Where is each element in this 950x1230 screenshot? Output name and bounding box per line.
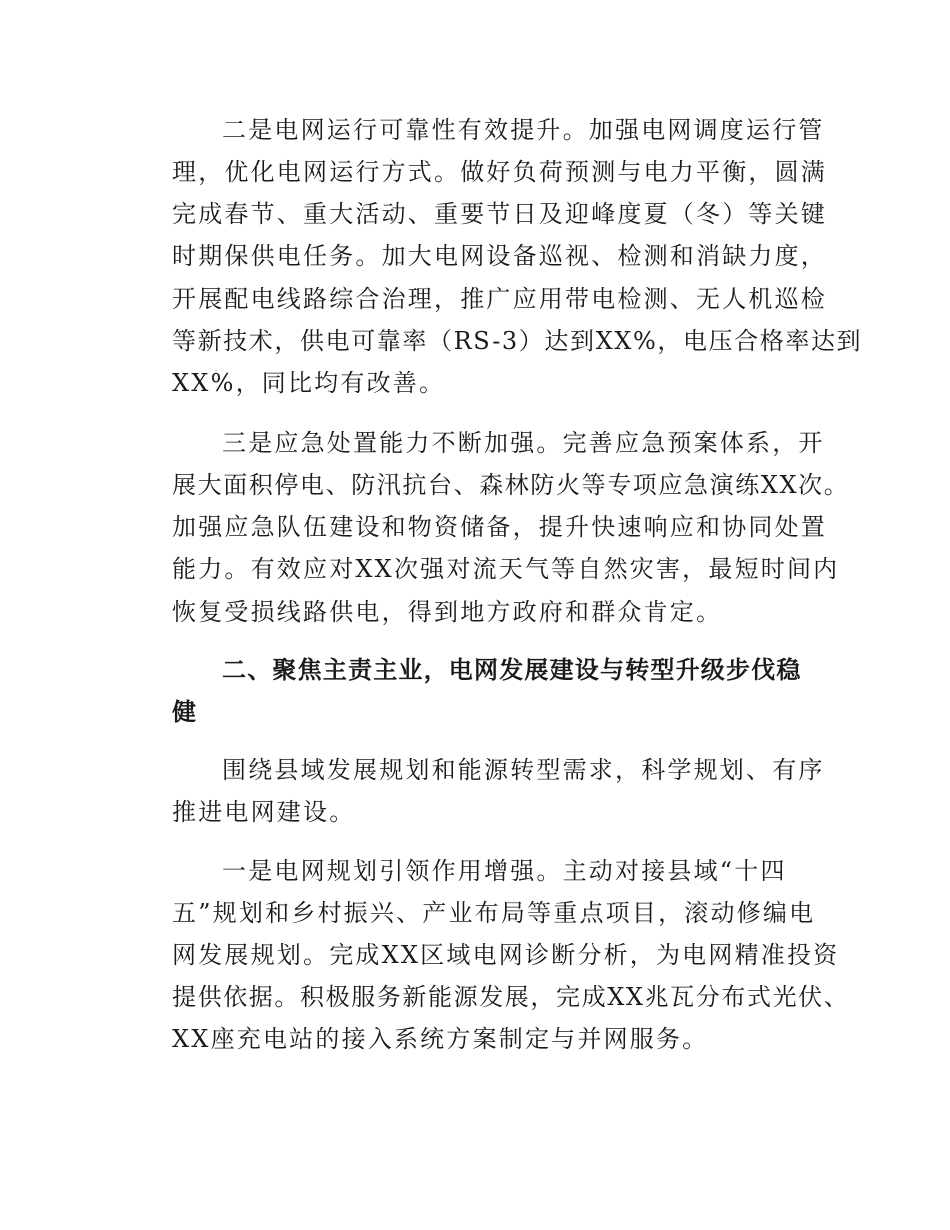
paragraph-3-line-2: 推进电网建设。 (172, 798, 356, 826)
paragraph-2-line-5: 恢复受损线路供电，得到地方政府和群众肯定。 (172, 598, 723, 626)
paragraph-4-line-3: 网发展规划。完成XX区域电网诊断分析，为电网精准投资 (172, 941, 840, 969)
paragraph-1-line-1: 二是电网运行可靠性有效提升。加强电网调度运行管 (222, 116, 825, 144)
paragraph-2-line-1: 三是应急处置能力不断加强。完善应急预案体系，开 (222, 429, 825, 457)
paragraph-1-line-2: 理，优化电网运行方式。做好负荷预测与电力平衡，圆满 (172, 158, 827, 186)
paragraph-3-line-1: 围绕县域发展规划和能源转型需求，科学规划、有序 (222, 756, 825, 784)
paragraph-4-line-1: 一是电网规划引领作用增强。主动对接县域“十四 (222, 857, 787, 885)
section-heading-line-1: 二、聚焦主责主业，电网发展建设与转型升级步伐稳 (222, 656, 802, 684)
paragraph-4-line-4: 提供依据。积极服务新能源发展，完成XX兆瓦分布式光伏、 (172, 983, 850, 1011)
paragraph-4-line-5: XX座充电站的接入系统方案制定与并网服务。 (172, 1025, 709, 1053)
paragraph-2-line-4: 能力。有效应对XX次强对流天气等自然灾害，最短时间内 (172, 555, 840, 583)
paragraph-2-line-3: 加强应急队伍建设和物资储备，提升快速响应和协同处置 (172, 513, 827, 541)
paragraph-1-line-4: 时期保供电任务。加大电网设备巡视、检测和消缺力度， (172, 242, 827, 270)
paragraph-1-line-5: 开展配电线路综合治理，推广应用带电检测、无人机巡检 (172, 285, 827, 313)
paragraph-1-line-6: 等新技术，供电可靠率（RS-3）达到XX%，电压合格率达到 (172, 327, 863, 355)
paragraph-1-line-3: 完成春节、重大活动、重要节日及迎峰度夏（冬）等关键 (172, 200, 827, 228)
paragraph-2-line-2: 展大面积停电、防汛抗台、森林防火等专项应急演练XX次。 (172, 471, 850, 499)
paragraph-4-line-2: 五”规划和乡村振兴、产业布局等重点项目，滚动修编电 (172, 899, 816, 927)
section-heading-line-2: 健 (172, 698, 198, 726)
paragraph-1-line-7: XX%，同比均有改善。 (172, 369, 446, 397)
